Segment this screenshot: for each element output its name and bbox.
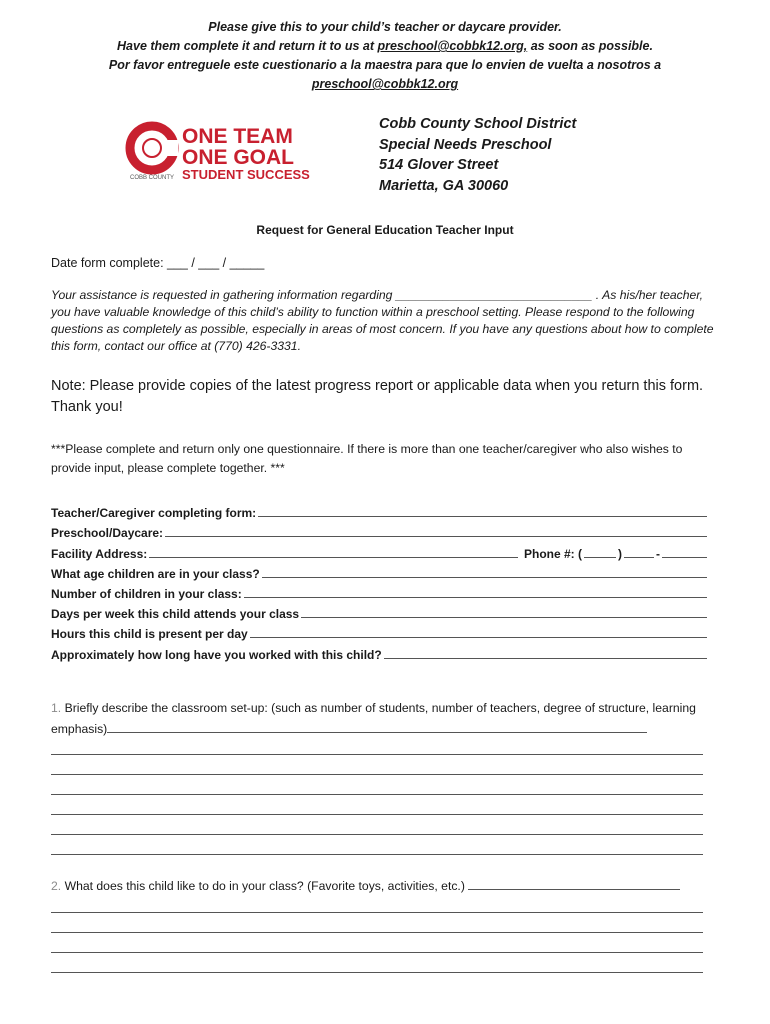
- age-label: What age children are in your class?: [51, 566, 260, 581]
- teacher-input-line[interactable]: [258, 515, 707, 517]
- info-fields: [51, 500, 709, 662]
- street-address: 514 Glover Street: [379, 157, 499, 173]
- question-2: [51, 876, 703, 897]
- number-of-children-field: [51, 581, 709, 601]
- instructions-line-1: Please give this to your child’s teacher or daycare provider.: [208, 20, 562, 34]
- preschool-label: Preschool/Daycare:: [51, 526, 164, 541]
- hours-per-day-label: Hours this child is present per day: [51, 627, 248, 642]
- district-logo: [126, 118, 310, 186]
- question-1-answer-line[interactable]: [51, 834, 703, 835]
- question-1-answer-line[interactable]: [51, 854, 703, 855]
- instructions-line-2: [0, 37, 770, 56]
- question-2-answer-line[interactable]: [51, 972, 703, 973]
- number-of-children-input-line[interactable]: [244, 596, 707, 598]
- teacher-field: [51, 500, 709, 520]
- question-1-answer-line[interactable]: [51, 814, 703, 815]
- question-1-first-line[interactable]: [107, 731, 647, 733]
- how-long-label: Approximately how long have you worked with this child?: [51, 647, 382, 662]
- phone-dash: -: [656, 546, 660, 561]
- phone-area-code-line[interactable]: [584, 556, 616, 558]
- question-1-text: Briefly describe the classroom set-up: (such as number of students, number of teachers, degree of structure, learning emphasis): [51, 701, 696, 736]
- date-form-complete-field[interactable]: Date form complete: ___ / ___ / _____: [51, 256, 265, 270]
- instructions-line-2-post: as soon as possible.: [527, 39, 653, 53]
- child-name-blank[interactable]: _____________________________: [395, 288, 593, 302]
- instructions-line-2-pre: Have them complete it and return it to us at: [117, 39, 378, 53]
- assistance-paragraph: [51, 287, 716, 355]
- phone-label: Phone #: (: [523, 546, 582, 561]
- question-1: [51, 698, 703, 740]
- preschool-field: [51, 520, 709, 540]
- facility-input-line[interactable]: [149, 556, 518, 558]
- question-2-answer-line[interactable]: [51, 932, 703, 933]
- instructions: [0, 18, 770, 94]
- single-questionnaire-notice: ***Please complete and return only one questionnaire. If there is more than one teacher/caregiver who also wishes to provide input, please complete together. ***: [51, 442, 683, 475]
- days-per-week-input-line[interactable]: [301, 616, 707, 618]
- logo-c-mark: [130, 126, 178, 170]
- phone-line-number-line[interactable]: [662, 556, 707, 558]
- facility-field: [51, 540, 709, 560]
- question-1-answer-line[interactable]: [51, 774, 703, 775]
- logo-line-3: STUDENT SUCCESS: [182, 167, 310, 182]
- district-name: Cobb County School District: [379, 116, 577, 132]
- question-2-answer-line[interactable]: [51, 912, 703, 913]
- hours-per-day-input-line[interactable]: [250, 636, 707, 638]
- question-2-number: 2.: [51, 879, 62, 893]
- preschool-input-line[interactable]: [165, 535, 707, 537]
- note-paragraph: Note: Please provide copies of the latest progress report or applicable data when you return this form. Thank you!: [51, 378, 704, 415]
- age-field: [51, 561, 709, 581]
- assist-text-post: . As his/her teacher, you have valuable knowledge of this child’s ability to function within a preschool setting. Please respond to the following questions as completely as possible, especially in areas of most concern. If you have any questions about how to complete this form, contact our office at (770) 426-3331.: [51, 288, 714, 353]
- program-name: Special Needs Preschool: [379, 136, 552, 153]
- question-1-answer-line[interactable]: [51, 754, 703, 755]
- city-state-zip: Marietta, GA 30060: [379, 177, 509, 194]
- district-address: [379, 114, 576, 196]
- days-per-week-field: [51, 601, 709, 621]
- days-per-week-label: Days per week this child attends your class: [51, 607, 300, 622]
- hours-per-day-field: [51, 621, 709, 641]
- age-input-line[interactable]: [262, 576, 707, 578]
- number-of-children-label: Number of children in your class:: [51, 586, 242, 601]
- phone-paren: ): [618, 546, 622, 561]
- facility-label: Facility Address:: [51, 546, 148, 561]
- logo-line-2: ONE GOAL: [182, 146, 295, 169]
- question-2-first-line[interactable]: [468, 888, 680, 890]
- email-link[interactable]: preschool@cobbk12.org,: [377, 39, 528, 53]
- logo-small-text: COBB COUNTY: [130, 175, 175, 181]
- how-long-field: [51, 641, 709, 661]
- instructions-line-3: Por favor entreguele este cuestionario a la maestra para que lo envien de vuelta a nosotros a: [108, 58, 662, 72]
- assist-text-pre: Your assistance is requested in gathering information regarding: [51, 288, 396, 302]
- phone-prefix-line[interactable]: [624, 556, 654, 558]
- logo-line-1: ONE TEAM: [182, 125, 293, 148]
- question-2-answer-line[interactable]: [51, 952, 703, 953]
- question-2-text: What does this child like to do in your class? (Favorite toys, activities, etc.): [64, 879, 465, 893]
- teacher-label: Teacher/Caregiver completing form:: [51, 506, 257, 521]
- email-link-2[interactable]: preschool@cobbk12.org: [311, 77, 459, 91]
- question-1-number: 1.: [51, 701, 62, 715]
- form-title: Request for General Education Teacher Input: [256, 223, 514, 237]
- question-1-answer-line[interactable]: [51, 794, 703, 795]
- how-long-input-line[interactable]: [384, 657, 707, 659]
